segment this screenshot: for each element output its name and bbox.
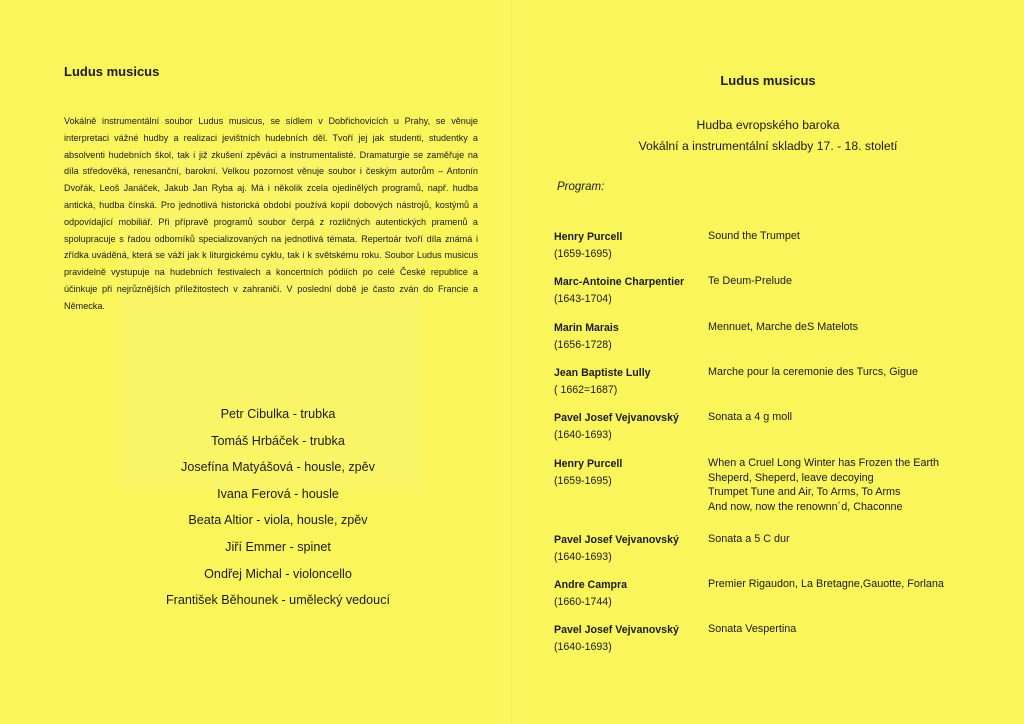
composer-dates: (1643-1704) [554,292,612,305]
composer-dates: (1656-1728) [554,338,612,351]
composer-dates: (1659-1695) [554,474,612,487]
composer-name: Andre Campra [554,579,627,591]
cast-member: Ivana Ferová - housle [217,486,339,501]
subtitle-line: Hudba evropského baroka [696,118,840,132]
composer-name: Henry Purcell [554,231,623,243]
cast-member: Josefína Matyášová - housle, zpěv [181,460,375,475]
ensemble-description: Vokálně instrumentální soubor Ludus musicus, se sídlem v Dobřichovicích u Prahy, se věnuje interpretaci vážné hudby a realizaci jevištních hudebních děl. Tvoří jej jak studenti, studentky a absolventi hudebních škol, tak i již zkušení zpěváci a instrumentalisté. Dramaturgie se zaměřuje na díla středověká, renesanční, barokní. Velkou pozornost věnuje soubor i českým autorům – Antonín Dvořák, Leoš Janáček, Jakub Jan Ryba aj. Má i několik zcela ojedinělých programů, např. hudba antická, hudba čínská. Pro jednotlivá historická období používá kopií dobových nástrojů, kostýmů a odpovídající mobiliář. Při přípravě programů soubor čerpá z rozličných autentických pramenů a spolupracuje s řadou odborníků specializovaných na jednotlivá témata. Repertoár tvoří díla známá i zřídka uváděná, která se váží jak k liturgickému cyklu, tak i k světskému roku. Soubor Ludus musicus pravidelně vystupuje na hudebních festivalech a koncertních pódiích po celé České republice a účinkuje při nejrůznějších příležitostech v zahraničí. V poslední době je často zván do Francie a Německa. [64,116,478,311]
composer-dates: (1640-1693) [554,428,612,441]
composer-dates: (1640-1693) [554,550,612,563]
work-title: Sound the Trumpet [708,230,800,242]
work-title: Premier Rigaudon, La Bretagne,Gauotte, Forlana [708,578,944,590]
cast-member: Ondřej Michal - violoncello [204,566,352,581]
cast-member: Jiří Emmer - spinet [225,539,331,554]
work-title: When a Cruel Long Winter has Frozen the Earth [708,457,940,469]
work-title: Sheperd, Sheperd, leave decoying [708,471,874,484]
composer-name: Pavel Josef Vejvanovský [554,534,679,546]
program-label: Program: [557,181,605,193]
composer-name: Jean Baptiste Lully [554,367,651,379]
work-title: Sonata Vespertina [708,623,797,635]
work-title: And now, now the renownn´d, Chaconne [708,500,903,513]
composer-name: Pavel Josef Vejvanovský [554,412,679,424]
work-title: Mennuet, Marche deS Matelots [708,321,859,333]
work-title: Marche pour la ceremonie des Turcs, Gigue [708,366,919,378]
cast-member: Petr Cibulka - trubka [220,407,336,421]
work-title: Sonata a 5 C dur [708,533,790,545]
page-fold [511,0,513,724]
right-page-title: Ludus musicus [720,73,816,88]
cast-member: Beata Altior - viola, housle, zpěv [188,513,368,528]
composer-name: Marin Marais [554,322,619,334]
work-title: Sonata a 4 g moll [708,411,793,423]
cast-list [128,401,428,614]
subtitle-line: Vokální a instrumentální skladby 17. - 18. století [638,139,898,153]
composer-name: Pavel Josef Vejvanovský [554,624,679,636]
work-title: Te Deum-Prelude [708,275,793,287]
composer-dates: (1659-1695) [554,247,612,260]
cast-member: Tomáš Hrbáček - trubka [211,433,345,448]
work-title: Trumpet Tune and Air, To Arms, To Arms [708,486,901,499]
composer-dates: ( 1662=1687) [554,383,618,396]
cast-member: František Běhounek - umělecký vedoucí [165,593,390,608]
composer-dates: (1640-1693) [554,640,612,653]
concert-subtitle [512,115,1024,157]
composer-name: Henry Purcell [554,458,623,470]
left-page-title: Ludus musicus [64,64,160,79]
composer-dates: (1660-1744) [554,595,612,608]
composer-name: Marc-Antoine Charpentier [554,276,685,288]
